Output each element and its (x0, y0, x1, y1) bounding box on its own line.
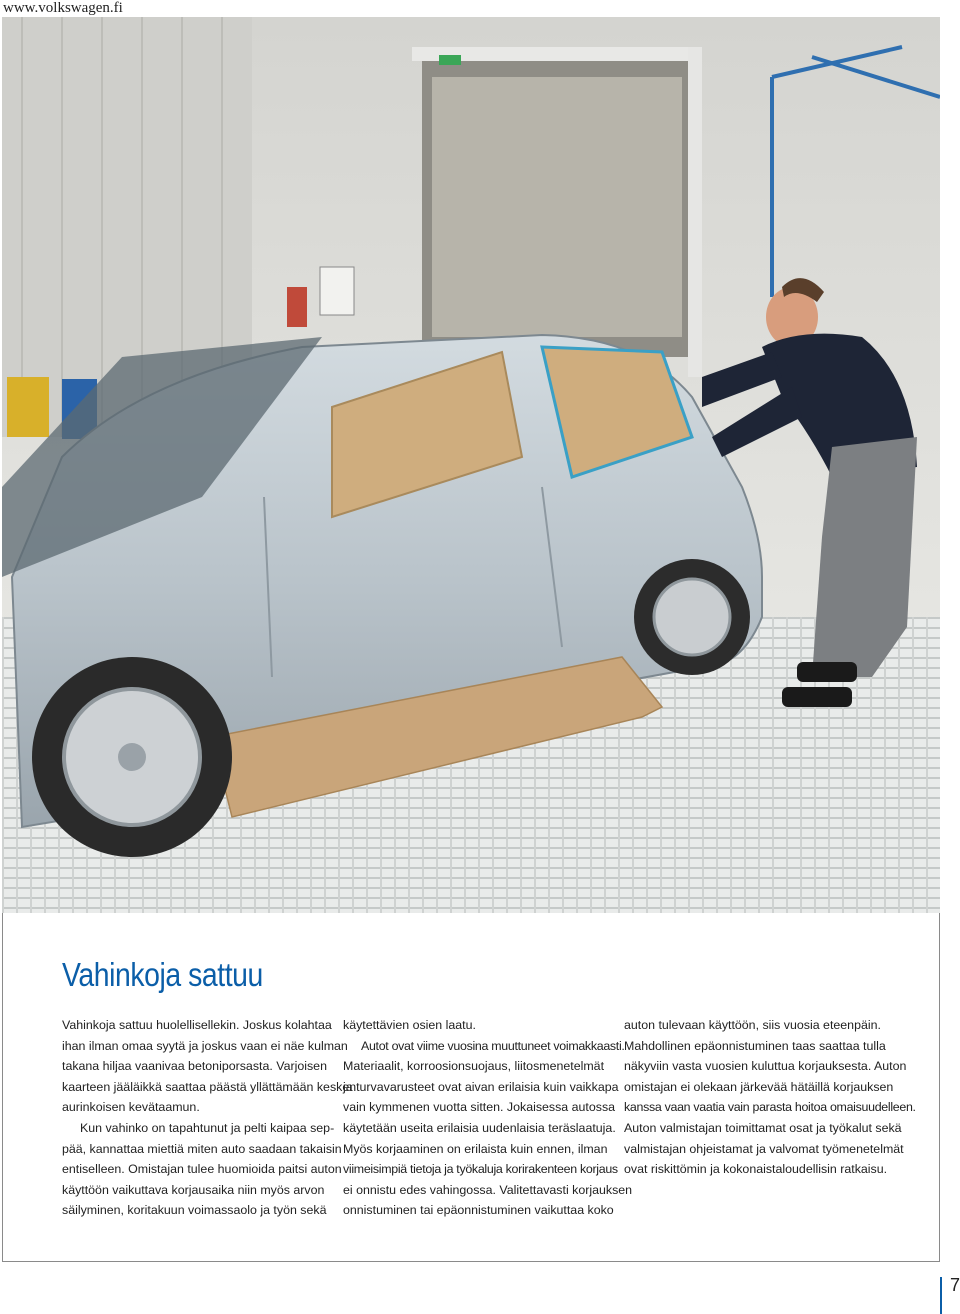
text-line: pää, kannattaa miettiä miten auto saadaan takaisin (62, 1141, 342, 1156)
text-line: Kun vahinko on tapahtunut ja pelti kaipaa sep- (80, 1120, 335, 1135)
text-line: vain kymmenen vuotta sitten. Jokaisessa autossa (343, 1100, 616, 1115)
text-line: Myös korjaaminen on erilaista kuin ennen, ilman (343, 1141, 608, 1156)
site-url[interactable]: www.volkswagen.fi (3, 0, 123, 16)
text-column-3 (624, 1015, 916, 1180)
text-line: Mahdollinen epäonnistuminen taas saattaa tulla (624, 1038, 886, 1053)
text-line: käytetään useita erilaisia uudenlaisia teräslaatuja. (343, 1120, 616, 1135)
text-column-2 (343, 1015, 633, 1221)
text-line: viimeisimpiä tietoja ja työkaluja korirakenteen korjaus (343, 1162, 618, 1177)
text-line: ei onnistu edes vahingossa. Valitettavasti korjauksen (343, 1182, 633, 1197)
text-line: entiselleen. Omistajan tulee huomioida paitsi auton (62, 1162, 342, 1177)
text-column-1 (62, 1015, 357, 1221)
text-line: Autot ovat viime vuosina muuttuneet voimakkaasti. (361, 1038, 625, 1053)
text-line: takana hiljaa vaanivaa betoniporsasta. Varjoisen (62, 1059, 327, 1074)
page-title: Vahinkoja sattuu (62, 956, 263, 993)
text-line: valmistajan ohjeistamat ja valvomat työmenetelmät (624, 1141, 904, 1156)
page-number: 7 (950, 1275, 960, 1295)
text-line: aurinkoisen kevätaamun. (62, 1100, 200, 1115)
text-line: ovat riskittömin ja kokonaistaloudellisin ratkaisu. (624, 1162, 888, 1177)
car-repair-photo (2, 17, 940, 913)
text-line: käyttöön vaikuttava korjausaika niin myös arvon (62, 1182, 325, 1197)
text-line: Auton valmistajan toimittamat osat ja työkalut sekä (624, 1120, 902, 1135)
text-line: ihan ilman omaa syytä ja joskus vaan ei näe kulman (62, 1038, 348, 1053)
text-line: auton tulevaan käyttöön, siis vuosia eteenpäin. (624, 1018, 881, 1032)
text-line: säilyminen, koritakuun voimassaolo ja työn sekä (62, 1203, 327, 1218)
text-line: kanssa vaan vaatia vain parasta hoitoa omaisuudelleen. (624, 1100, 916, 1115)
text-line: omistajan ei olekaan järkevää hätäillä korjauksen (624, 1079, 894, 1094)
page-number-rule (940, 1277, 942, 1314)
text-line: ja turvavarusteet ovat aivan erilaisia kuin vaikkapa (343, 1079, 619, 1094)
text-line: kaarteen jääläikkä saattaa päästä yllättämään kesken (62, 1079, 357, 1094)
text-line: Materiaalit, korroosionsuojaus, liitosmenetelmät (343, 1059, 605, 1074)
text-line: käytettävien osien laatu. (343, 1018, 476, 1032)
text-line: onnistuminen tai epäonnistuminen vaikuttaa koko (343, 1203, 614, 1218)
text-line: Vahinkoja sattuu huolellisellekin. Joskus kolahtaa (62, 1018, 332, 1032)
text-line: näkyviin vasta vuosien kuluttua korjauksesta. Auton (624, 1059, 907, 1074)
